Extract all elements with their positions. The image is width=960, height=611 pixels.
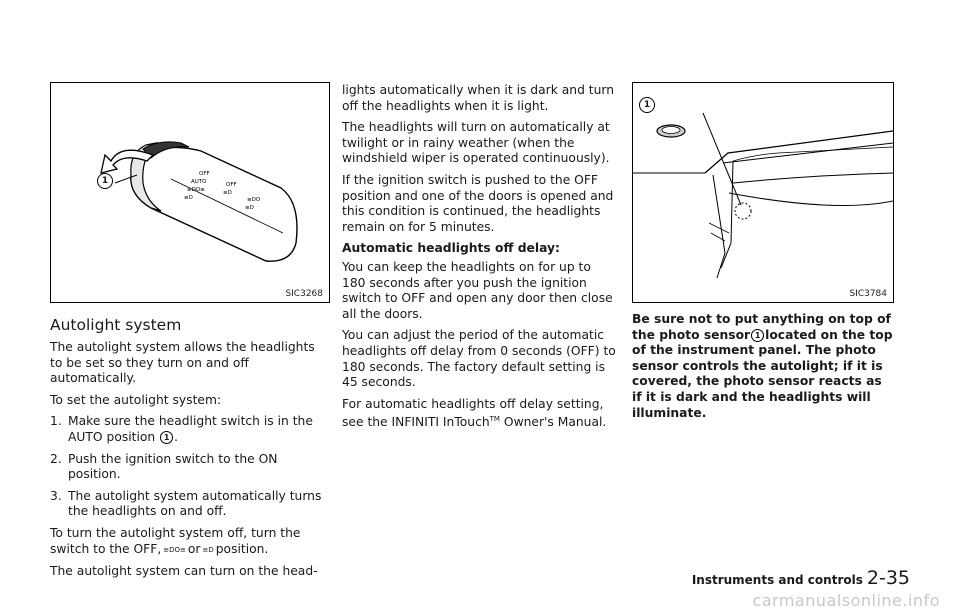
col2-p4: You can keep the headlights on for up to 180 seconds after you push the ignition switch to OFF and open any door then close all the doors. [342,259,613,321]
section-heading: Autolight system [50,316,182,334]
column-1 [50,316,328,586]
svg-text:≡DO: ≡DO [247,197,261,203]
subheading-off-delay: Automatic headlights off delay: [342,241,560,256]
col2-p2: The headlights will turn on automatically at twilight or in rainy weather (when the windshield wiper is operated continuously). [342,120,610,166]
svg-text:≡D: ≡D [245,205,254,211]
step-3: 3. The autolight system automatically turns the headlights on and off. [50,488,322,519]
col2-p5: You can adjust the period of the automatic headlights off delay from 0 seconds (OFF) to 180 seconds. The factory default setting is 45 seconds. [342,328,616,390]
column-2 [342,83,618,437]
set-intro: To set the autolight system: [50,392,222,407]
col2-p1: lights automatically when it is dark and turn off the headlights when it is light. [342,83,615,113]
section-name: Instruments and controls [691,573,863,587]
circled-one-icon: 1 [160,431,173,444]
circled-one-icon: 1 [751,329,764,342]
page-footer [692,567,910,589]
caution-paragraph: Be sure not to put anything on top of the photo sensor 1 located on the top of the instrument panel. The photo sensor controls the autolight; if it is covered, the photo sensor reacts as if it is dark and the headlights will illuminate. [632,312,893,420]
figure-headlight-switch [50,82,330,303]
last-paragraph: The autolight system can turn on the head- [50,564,318,579]
column-3 [632,312,894,427]
col2-p3: If the ignition switch is pushed to the OFF position and one of the doors is opened and this condition is continued, the headlights remain on for 5 minutes. [342,172,614,234]
figure-photo-sensor [632,82,894,303]
watermark: carmanualsonline.info [752,591,940,610]
step-2: 2. Push the ignition switch to the ON position. [50,451,278,482]
svg-text:OFF: OFF [226,182,237,188]
svg-text:≡D: ≡D [223,190,232,196]
intro-paragraph: The autolight system allows the headlights to be set so they turn on and off automatically. [50,340,315,386]
svg-text:OFF: OFF [199,171,210,177]
parking-light-icon: ≡DO≡ [163,545,186,554]
photo-sensor-illustration [633,83,893,288]
headlight-icon: ≡D [202,545,214,554]
svg-text:≡D: ≡D [184,195,193,201]
figure-label-left: SIC3268 [285,289,323,299]
figure-label-right: SIC3784 [849,289,887,299]
headlight-switch-illustration [51,83,329,288]
callout-1-right: 1 [639,97,655,113]
callout-1-left: 1 [97,173,113,189]
svg-text:≡DO≡: ≡DO≡ [187,187,205,193]
page-number: 2-35 [866,567,910,589]
step-1: 1. Make sure the headlight switch is in the AUTO position 1 . [50,414,313,444]
col2-p6: For automatic headlights off delay setting, see the INFINITI InTouch™ Owner's Manual. [342,396,607,430]
off-paragraph: To turn the autolight system off, turn the switch to the OFF, ≡DO≡ or ≡D position. [50,526,328,558]
svg-text:AUTO: AUTO [191,179,207,185]
